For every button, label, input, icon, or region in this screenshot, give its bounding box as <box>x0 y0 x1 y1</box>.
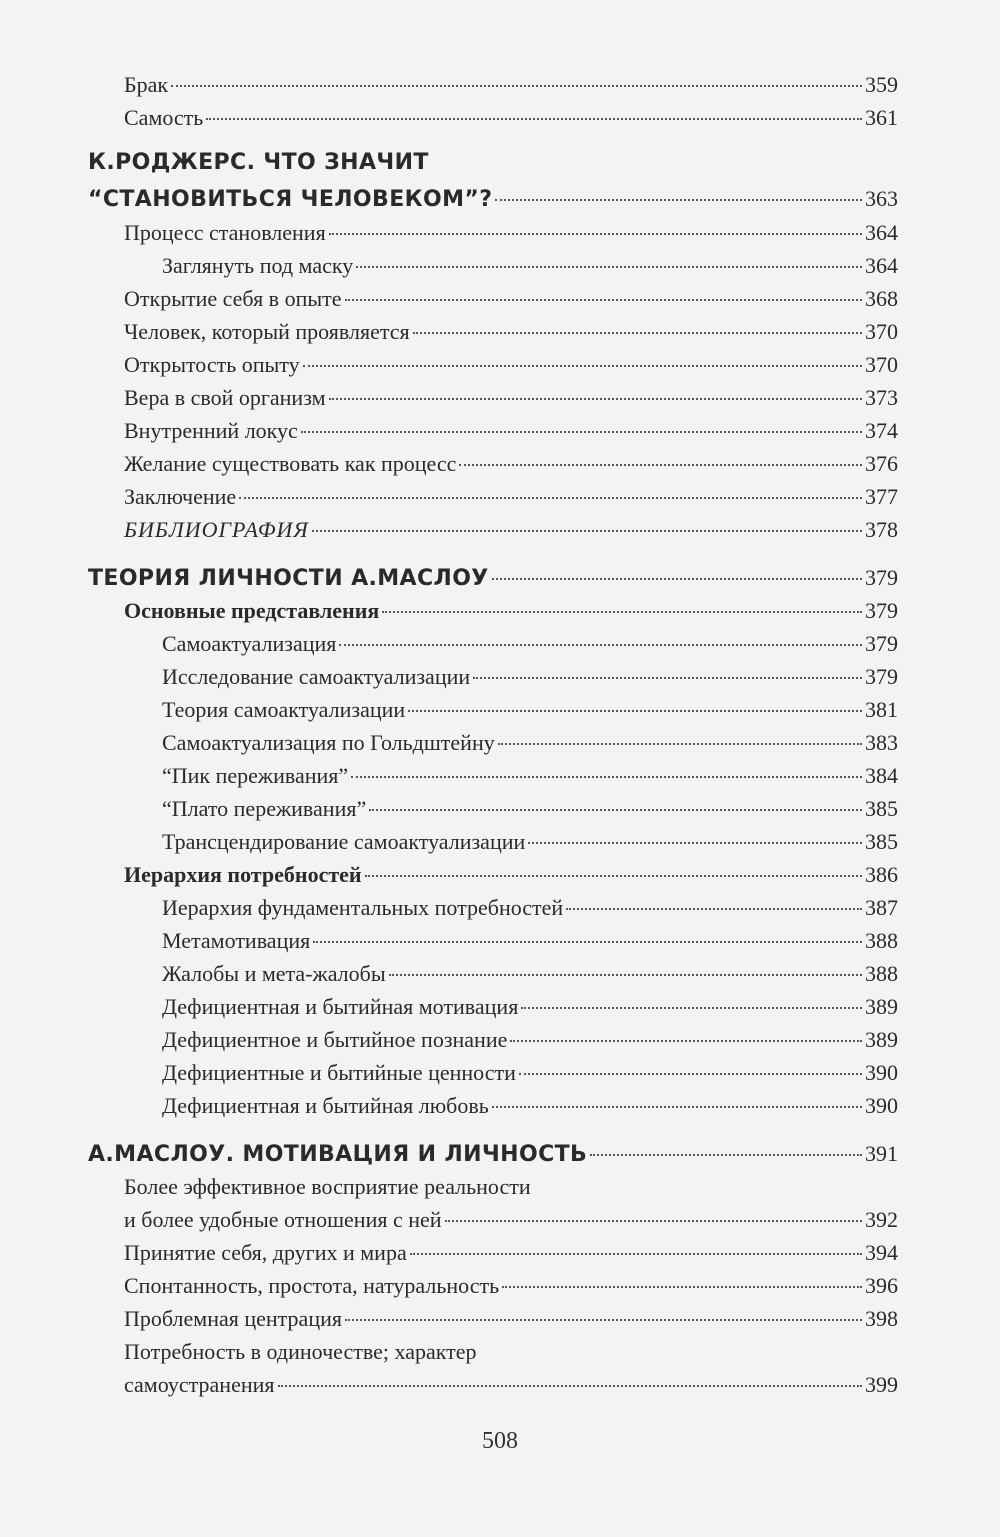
toc-row <box>0 1139 1000 1169</box>
toc-entry <box>162 959 898 989</box>
toc-row <box>0 103 1000 133</box>
toc-entry <box>124 1205 898 1235</box>
toc-row <box>0 449 1000 479</box>
toc-row <box>0 383 1000 413</box>
toc-entry-title: Принятие себя, других и мира <box>124 1240 407 1265</box>
toc-subsection-heading <box>124 596 898 626</box>
toc-entry-page: 379 <box>865 598 898 623</box>
dot-leader <box>329 233 862 235</box>
toc-row <box>0 629 1000 659</box>
toc-entry <box>162 992 898 1022</box>
dot-leader <box>495 199 862 201</box>
dot-leader <box>492 1106 862 1108</box>
toc-entry <box>162 1091 898 1121</box>
toc-entry-page: 377 <box>865 484 898 509</box>
dot-leader <box>206 118 862 120</box>
toc-entry-page: 398 <box>865 1306 898 1331</box>
toc-entry <box>162 1025 898 1055</box>
toc-entry-page: 379 <box>865 631 898 656</box>
dot-leader <box>590 1154 862 1156</box>
toc-entry <box>124 350 898 380</box>
toc-row <box>0 761 1000 791</box>
toc-row <box>0 218 1000 248</box>
toc-entry <box>124 218 898 248</box>
toc-entry-title: А.МАСЛОУ. МОТИВАЦИЯ И ЛИЧНОСТЬ <box>88 1142 588 1167</box>
dot-leader <box>356 266 862 268</box>
dot-leader <box>345 299 862 301</box>
toc-entry-page: 374 <box>865 418 898 443</box>
toc-row <box>0 184 1000 214</box>
toc-row <box>0 1205 1000 1235</box>
dot-leader <box>369 809 862 811</box>
dot-leader <box>498 743 862 745</box>
toc-entry <box>124 317 898 347</box>
toc-entry-page: 363 <box>865 186 898 211</box>
dot-leader <box>566 908 862 910</box>
toc-row <box>0 1238 1000 1268</box>
toc-row <box>0 1172 1000 1202</box>
toc-entry-page: 384 <box>865 763 898 788</box>
dot-leader <box>502 1286 862 1288</box>
toc-entry-page: 383 <box>865 730 898 755</box>
toc-entry <box>124 1304 898 1334</box>
dot-leader <box>239 497 862 499</box>
toc-entry-title: Дефициентное и бытийное познание <box>162 1027 508 1052</box>
toc-entry-title: Потребность в одиночестве; характер <box>124 1339 477 1364</box>
toc-entry <box>124 1172 898 1202</box>
toc-entry-title: Брак <box>124 72 169 97</box>
toc-entry <box>124 1238 898 1268</box>
toc-entry-title: Основные представления <box>124 598 380 623</box>
toc-entry-title: Трансцендирование самоактуализации <box>162 829 526 854</box>
toc-entry-page: 387 <box>865 895 898 920</box>
toc-row <box>0 1271 1000 1301</box>
toc-row <box>0 416 1000 446</box>
toc-row <box>0 563 1000 593</box>
toc-entry-page: 392 <box>865 1207 898 1232</box>
toc-entry-page: 378 <box>865 517 898 542</box>
dot-leader <box>303 365 862 367</box>
toc-entry <box>162 926 898 956</box>
toc-row <box>0 1091 1000 1121</box>
toc-entry-title: Заглянуть под маску <box>162 253 354 278</box>
toc-entry-title: Процесс становления <box>124 220 326 245</box>
toc-entry-page: 376 <box>865 451 898 476</box>
toc-entry-page: 389 <box>865 1027 898 1052</box>
dot-leader <box>351 776 862 778</box>
toc-entry <box>124 1370 898 1400</box>
dot-leader <box>365 875 862 877</box>
toc-entry-title: Иерархия потребностей <box>124 862 362 887</box>
toc-entry-page: 381 <box>865 697 898 722</box>
toc-row <box>0 1337 1000 1367</box>
toc-entry <box>162 1058 898 1088</box>
toc-entry-title: Внутренний локус <box>124 418 298 443</box>
toc-entry <box>162 629 898 659</box>
toc-entry-page: 390 <box>865 1060 898 1085</box>
toc-entry <box>162 728 898 758</box>
toc-row <box>0 728 1000 758</box>
toc-entry <box>124 416 898 446</box>
toc-entry-title: Иерархия фундаментальных потребностей <box>162 895 564 920</box>
toc-entry-title: Метамотивация <box>162 928 311 953</box>
toc-section-heading <box>88 184 898 215</box>
toc-entry <box>124 383 898 413</box>
toc-entry-title: Открытие себя в опыте <box>124 286 342 311</box>
toc-entry-page: 364 <box>865 220 898 245</box>
dot-leader <box>413 332 862 334</box>
dot-leader <box>329 398 862 400</box>
toc-entry <box>162 761 898 791</box>
toc-row <box>0 515 1000 545</box>
toc-row <box>0 959 1000 989</box>
toc-entry-page: 370 <box>865 352 898 377</box>
toc-entry-title: Дефициентные и бытийные ценности <box>162 1060 516 1085</box>
toc-entry-page: 389 <box>865 994 898 1019</box>
toc-entry-page: 386 <box>865 862 898 887</box>
toc-entry-page: 388 <box>865 961 898 986</box>
toc-entry-page: 385 <box>865 796 898 821</box>
dot-leader <box>473 677 862 679</box>
toc-entry-page: 379 <box>865 664 898 689</box>
dot-leader <box>278 1385 863 1387</box>
toc-entry-title: и более удобные отношения с ней <box>124 1207 442 1232</box>
dot-leader <box>345 1319 862 1321</box>
toc-row <box>0 662 1000 692</box>
toc-entry <box>124 70 898 100</box>
toc-entry <box>124 515 898 545</box>
toc-row <box>0 992 1000 1022</box>
toc-entry-title: Проблемная центрация <box>124 1306 342 1331</box>
toc-row <box>0 317 1000 347</box>
toc-entry-title: ТЕОРИЯ ЛИЧНОСТИ А.МАСЛОУ <box>88 566 489 591</box>
toc-row <box>0 1370 1000 1400</box>
toc-entry-title: Исследование самоактуализации <box>162 664 471 689</box>
toc-entry-title: Заключение <box>124 484 237 509</box>
toc-entry-title: Теория самоактуализации <box>162 697 406 722</box>
toc-entry-title: Вера в свой организм <box>124 385 326 410</box>
toc-entry <box>162 827 898 857</box>
toc-entry-page: 359 <box>865 72 898 97</box>
dot-leader <box>408 710 862 712</box>
toc-entry-title: Более эффективное восприятие реальности <box>124 1174 531 1199</box>
toc-entry <box>124 1271 898 1301</box>
toc-entry-page: 396 <box>865 1273 898 1298</box>
toc-entry-title: “СТАНОВИТЬСЯ ЧЕЛОВЕКОМ”? <box>88 187 493 212</box>
toc-entry-page: 361 <box>865 105 898 130</box>
toc-entry-title: Самость <box>124 105 204 130</box>
toc-row <box>0 860 1000 890</box>
toc-row <box>0 596 1000 626</box>
toc-entry-page: 379 <box>865 565 898 590</box>
toc-entry-title: Самоактуализация по Гольдштейну <box>162 730 495 755</box>
toc-row <box>0 70 1000 100</box>
toc-entry-page: 368 <box>865 286 898 311</box>
toc-entry-title: Человек, который проявляется <box>124 319 410 344</box>
toc-row <box>0 148 1000 178</box>
toc-entry-page: 373 <box>865 385 898 410</box>
toc-entry-title: БИБЛИОГРАФИЯ <box>124 517 309 542</box>
toc-entry-title: “Плато переживания” <box>162 796 367 821</box>
toc-entry-page: 390 <box>865 1093 898 1118</box>
toc-entry <box>124 103 898 133</box>
toc-entry-title: Дефициентная и бытийная любовь <box>162 1093 489 1118</box>
toc-row <box>0 1058 1000 1088</box>
toc-entry-title: К.РОДЖЕРС. ЧТО ЗНАЧИТ <box>88 150 429 175</box>
toc-section-heading <box>88 1139 898 1170</box>
toc-entry-title: Дефициентная и бытийная мотивация <box>162 994 519 1019</box>
toc-row <box>0 482 1000 512</box>
dot-leader <box>521 1007 862 1009</box>
dot-leader <box>492 578 862 580</box>
dot-leader <box>313 941 862 943</box>
toc-entry <box>162 662 898 692</box>
dot-leader <box>312 530 862 532</box>
toc-entry-page: 370 <box>865 319 898 344</box>
toc-entry <box>162 794 898 824</box>
dot-leader <box>301 431 862 433</box>
dot-leader <box>339 644 862 646</box>
toc-entry-page: 364 <box>865 253 898 278</box>
toc-row <box>0 1025 1000 1055</box>
toc-entry-title: Желание существовать как процесс <box>124 451 457 476</box>
toc-row <box>0 926 1000 956</box>
dot-leader <box>410 1253 862 1255</box>
dot-leader <box>171 85 862 87</box>
toc-row <box>0 794 1000 824</box>
dot-leader <box>445 1220 862 1222</box>
dot-leader <box>389 974 862 976</box>
toc-subsection-heading <box>124 860 898 890</box>
toc-entry-page: 394 <box>865 1240 898 1265</box>
toc-row <box>0 893 1000 923</box>
toc-entry <box>162 695 898 725</box>
dot-leader <box>510 1040 862 1042</box>
page-number: 508 <box>482 1428 518 1454</box>
toc-row <box>0 1304 1000 1334</box>
toc-entry <box>162 251 898 281</box>
toc-entry <box>124 482 898 512</box>
toc-row <box>0 284 1000 314</box>
toc-entry-title: самоустранения <box>124 1372 275 1397</box>
toc-row <box>0 827 1000 857</box>
toc-entry <box>162 893 898 923</box>
dot-leader <box>382 611 862 613</box>
toc-entry-page: 399 <box>865 1372 898 1397</box>
toc-row <box>0 695 1000 725</box>
toc-entry-page: 388 <box>865 928 898 953</box>
toc-entry-title: Открытость опыту <box>124 352 300 377</box>
toc-entry-title: Спонтанность, простота, натуральность <box>124 1273 500 1298</box>
dot-leader <box>459 464 862 466</box>
toc-entry <box>124 284 898 314</box>
toc-entry-title: Самоактуализация <box>162 631 337 656</box>
toc-entry-title: “Пик переживания” <box>162 763 349 788</box>
toc-row <box>0 251 1000 281</box>
toc-entry <box>124 1337 898 1367</box>
toc-entry-page: 385 <box>865 829 898 854</box>
toc-entry-title: Жалобы и мета-жалобы <box>162 961 386 986</box>
toc-row <box>0 350 1000 380</box>
dot-leader <box>519 1073 862 1075</box>
toc-entry-page: 391 <box>865 1141 898 1166</box>
toc-entry <box>124 449 898 479</box>
dot-leader <box>528 842 862 844</box>
toc-section-heading <box>88 148 898 178</box>
toc-section-heading <box>88 563 898 594</box>
